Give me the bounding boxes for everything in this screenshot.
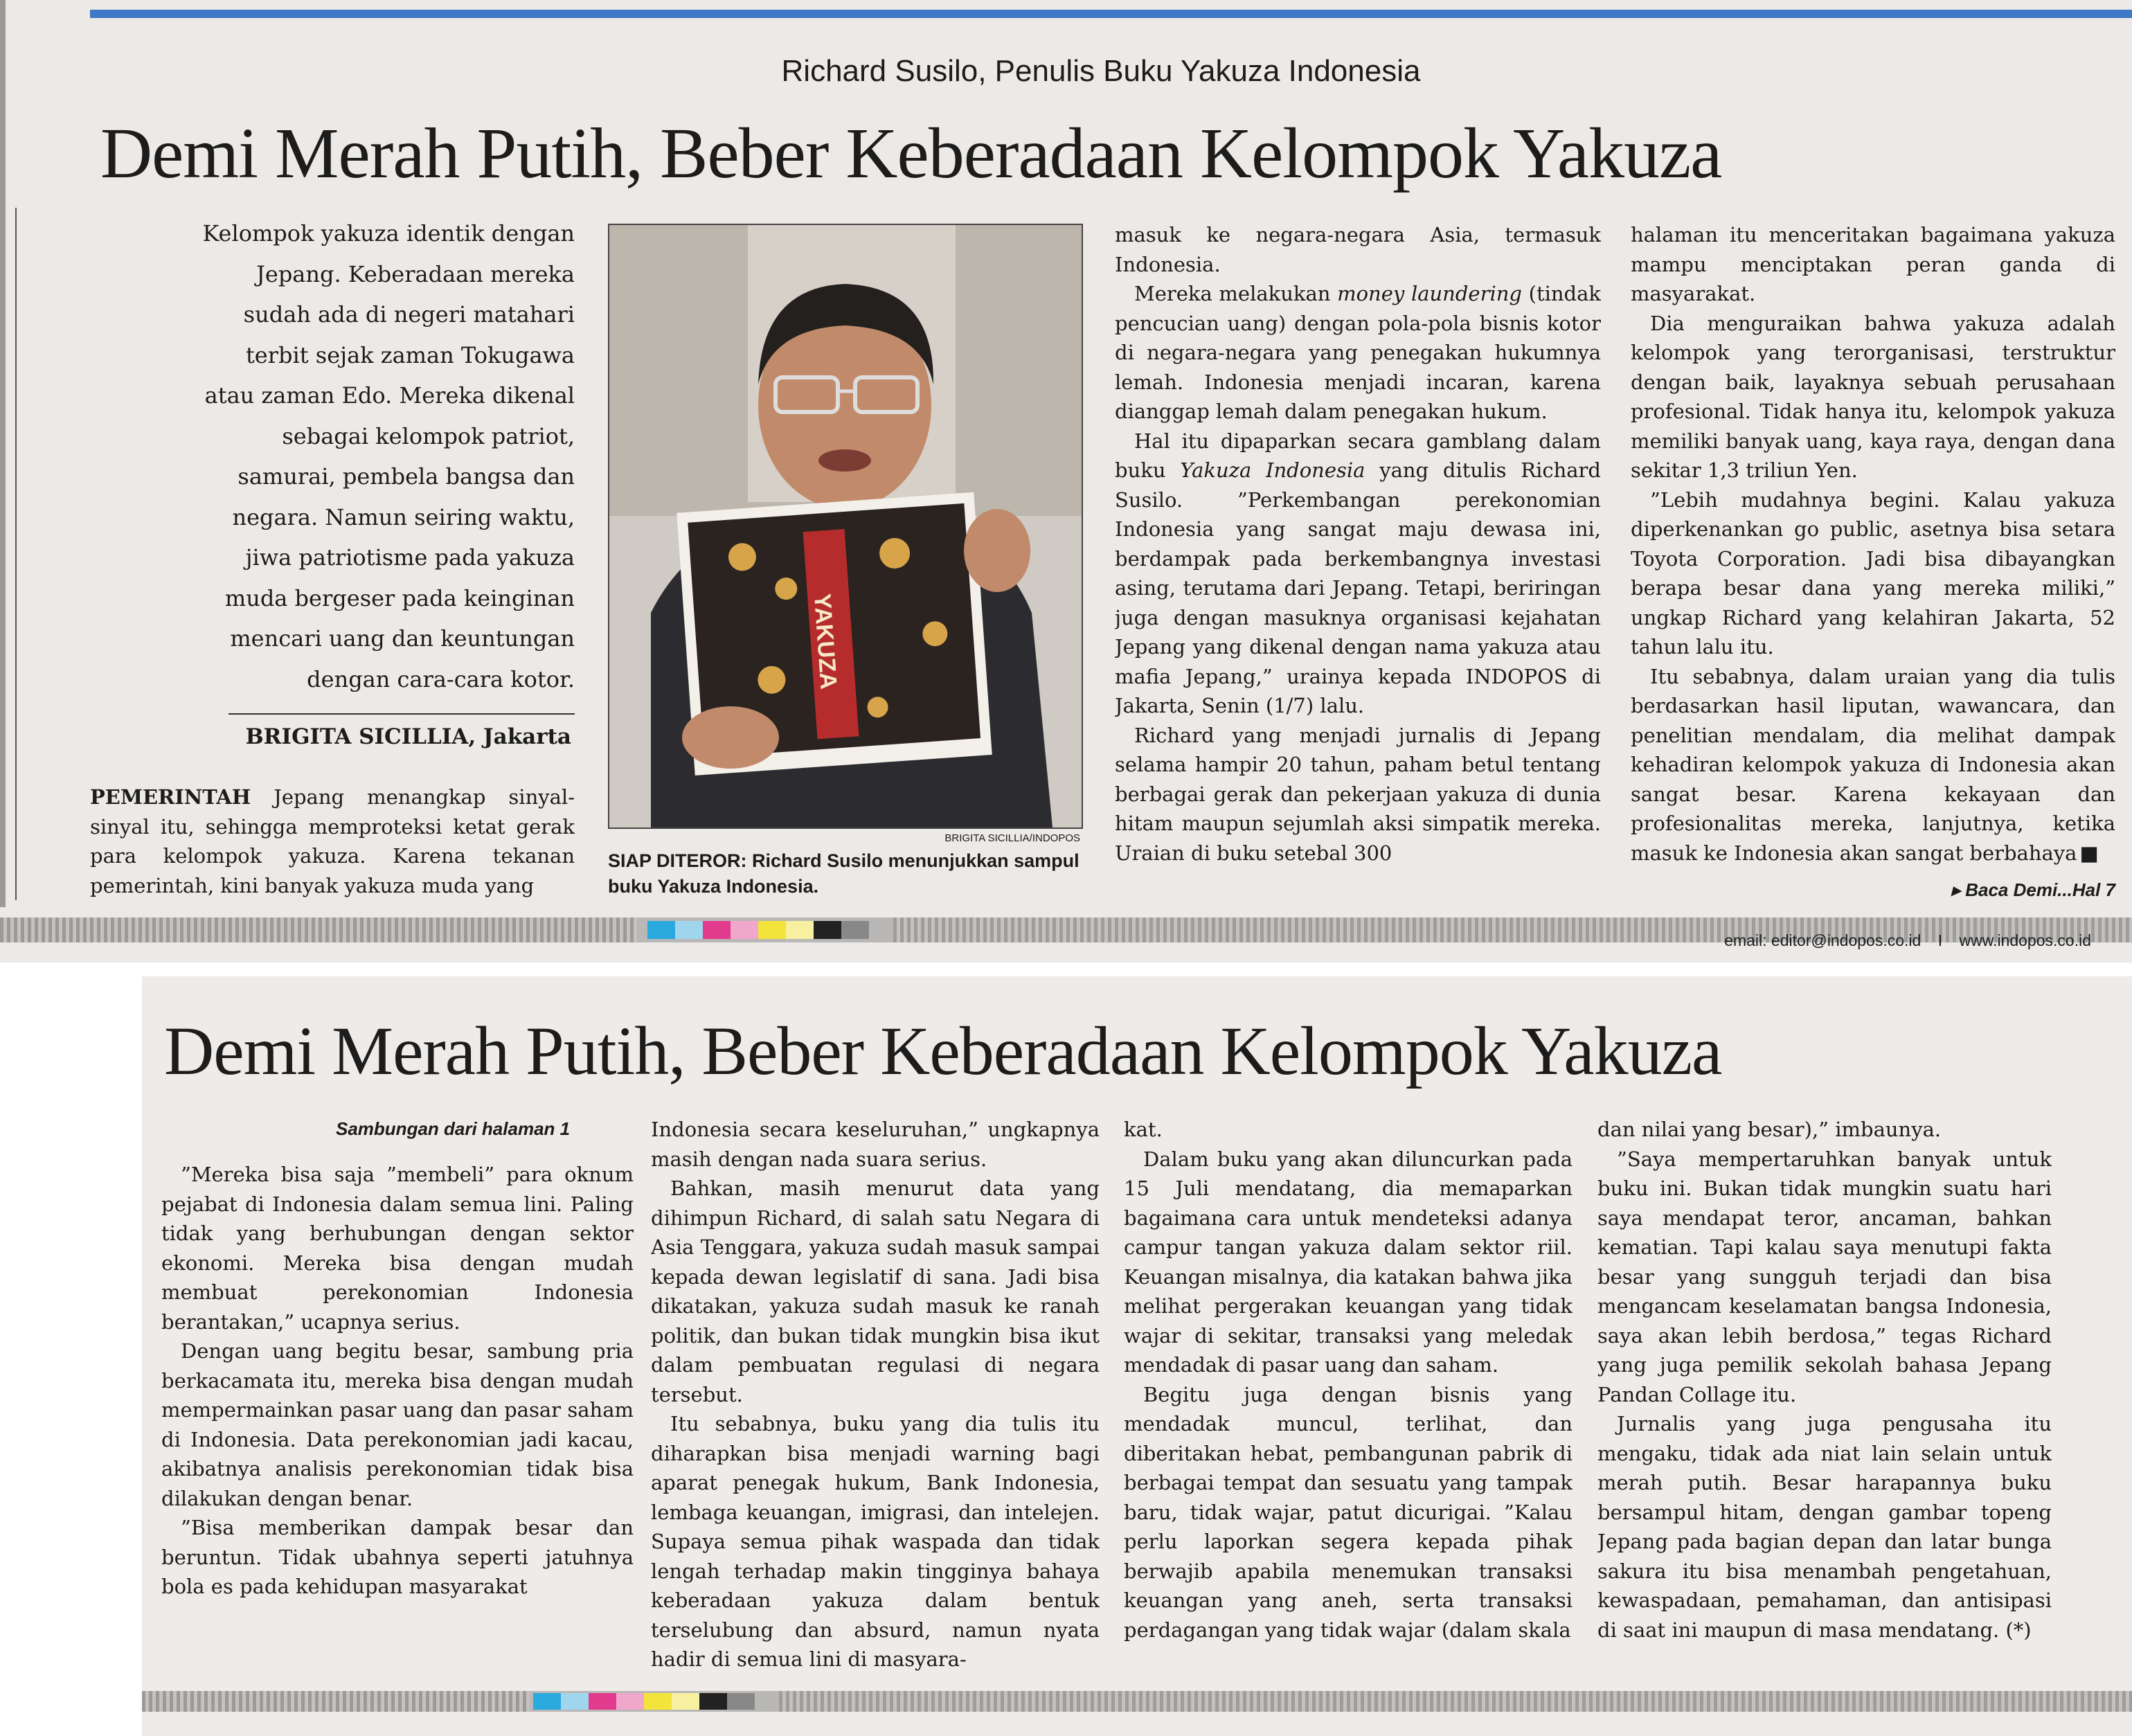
paragraph-text: Hal itu dipaparkan secara gamblang dalam buku [1115, 429, 1601, 482]
registration-swatch [561, 1693, 589, 1710]
registration-swatch [616, 1693, 644, 1710]
lead-line: samurai, pembela bangsa dan [238, 463, 575, 490]
continued-reference [1870, 879, 2115, 901]
kicker-subtitle: Richard Susilo, Penulis Buku Yakuza Indonesia [781, 54, 1421, 88]
registration-swatch [703, 921, 731, 939]
continuation-registration-marks [533, 1693, 762, 1710]
registration-marks [647, 921, 876, 939]
article-paragraph [1631, 220, 2115, 309]
continuation-band-dots [142, 1691, 530, 1712]
article-paragraph: Itu sebabnya, buku yang dia tulis itu diharapkan bisa menjadi warning bagi aparat penegak hukum, Bank Indonesia, lembaga keuangan, imigrasi, dan intelejen. Supaya semua pihak waspada dan tidak lengah terhadap makin tingginya bahaya keberadaan yakuza dalam bentuk terselubung dan absurd, namun nyata hadir di semua lini di masyara- [651, 1412, 1100, 1671]
lead-line: Jepang. Keberadaan mereka [256, 260, 575, 287]
registration-swatch [727, 1693, 755, 1710]
continuation-label: Sambungan dari halaman 1 [336, 1118, 571, 1139]
bottom-band-dots [0, 918, 637, 942]
paragraph-text: halaman itu menceritakan bagaimana yakuza mampu menciptakan peran ganda di masyarakat. [1631, 223, 2115, 305]
lead-paragraph [69, 213, 575, 699]
article-paragraph: ”Mereka bisa saja ”membeli” para oknum pejabat di Indonesia dalam semua lini. Paling tidak yang berhubungan dengan sektor ekonomi. Mereka bisa dengan mudah membuat perekonomian Indonesia berantakan,” ucapnya serius. [161, 1163, 634, 1334]
article-column-3 [1115, 220, 1601, 906]
registration-swatch [731, 921, 758, 939]
lead-line: muda bergeser pada keinginan [224, 584, 575, 611]
col1-paragraph [90, 782, 575, 900]
footer-separator: I [1937, 931, 1943, 949]
lead-line: mencari uang dan keuntungan [230, 625, 575, 652]
continuation-column-3 [1124, 1115, 1573, 1683]
italic-term: Yakuza Indonesia [1180, 458, 1365, 482]
lead-line: dengan cara-cara kotor. [307, 665, 575, 692]
clipping-continuation-page [142, 976, 2132, 1736]
run-in-word: PEMERINTAH [90, 785, 251, 809]
article-paragraph [1631, 662, 2115, 868]
continuation-column-4 [1597, 1115, 2052, 1683]
article-paragraph: Indonesia secara keseluruhan,” ungkapnya masih dengan nada suara serius. [651, 1118, 1100, 1171]
paragraph-text: ”Lebih mudahnya begini. Kalau yakuza diperkenankan go public, asetnya bisa setara Toyota Corporation. Jadi bisa dibayangkan berapa besar dana yang mereka miliki,” ungkap Richard yang kelahiran Jakarta, 52 tahun lalu itu. [1631, 487, 2115, 659]
continuation-headline: Demi Merah Putih, Beber Keberadaan Kelompok Yakuza [164, 1012, 1722, 1089]
article-paragraph [1115, 220, 1601, 279]
col1-text: Jepang menangkap sinyal-sinyal itu, sehingga memproteksi ketat gerak para kelompok yakuza. Karena tekanan pemerintah, kini banyak yakuza muda yang [90, 785, 575, 897]
article-column-4 [1631, 220, 2115, 878]
paragraph-text: Richard yang menjadi jurnalis di Jepang selama hampir 20 tahun, paham betul tentang berbagai gerak dan pekerjaan yakuza di dunia hitam maupun sejumlah aksi simpatik mereka. Uraian di buku setebal 300 [1115, 723, 1601, 865]
lead-line: Kelompok yakuza identik dengan [202, 220, 575, 247]
article-paragraph: Bahkan, masih menurut data yang dihimpun Richard, di salah satu Negara di Asia Tenggara, yakuza sudah masuk sampai kepada dewan legislatif di sana. Jadi bisa dikatakan, yakuza sudah masuk ke ranah politik, dan bukan tidak mungkin bisa ikut dalam pembuatan regulasi di negara tersebut. [651, 1176, 1100, 1406]
left-page-edge [0, 0, 6, 907]
lead-line: sudah ada di negeri matahari [243, 301, 575, 328]
registration-swatch [814, 921, 841, 939]
registration-swatch [786, 921, 814, 939]
italic-term: money laundering [1337, 282, 1522, 305]
article-paragraph: ”Bisa memberikan dampak besar dan beruntun. Tidak ubahnya seperti jatuhnya bola es pada kehidupan masyarakat [161, 1516, 634, 1598]
column-rule-left [15, 208, 17, 900]
lead-line: terbit sejak zaman Tokugawa [245, 341, 575, 368]
photo-credit: BRIGITA SICILLIA/INDOPOS [944, 832, 1080, 844]
article-paragraph: kat. [1124, 1118, 1163, 1141]
lead-line: atau zaman Edo. Mereka dikenal [204, 382, 575, 409]
article-paragraph: Begitu juga dengan bisnis yang mendadak muncul, terlihat, dan diberitakan hebat, pembangunan pabrik di berbagai tempat dan sesuatu yang tampak baru, tidak wajar, patut dicurigai. ”Kalau perlu laporkan segera kepada pihak berwajib apabila menemukan transaksi keuangan yang aneh, serta transaksi perdagangan yang tidak wajar (dalam skala [1124, 1382, 1573, 1642]
registration-swatch [533, 1693, 561, 1710]
footer-website[interactable]: www.indopos.co.id [1959, 931, 2091, 949]
caption-text: Richard Susilo menunjukkan sampul buku Yakuza Indonesia. [608, 850, 1080, 897]
article-column-1 [90, 782, 575, 907]
article-paragraph: Dalam buku yang akan diluncurkan pada 15 Juli mendatang, dia memaparkan bagaimana cara untuk mendeteksi adanya campur tangan yakuza dalam sektor riil. Keuangan misalnya, dia katakan bahwa jika melihat pergerakan keuangan yang tidak wajar di sekitar, transaksi yang meledak mendadak di pasar uang dan saham. [1124, 1147, 1573, 1377]
continued-link[interactable]: ▸ Baca Demi...Hal 7 [1951, 879, 2115, 900]
page-headline: Demi Merah Putih, Beber Keberadaan Kelompok Yakuza [100, 114, 1722, 193]
registration-swatch [758, 921, 786, 939]
photo-caption [608, 848, 1086, 900]
end-mark-icon: ■ [2079, 841, 2099, 865]
paragraph-text: Dia menguraikan bahwa yakuza adalah kelompok yang terorganisasi, terstruktur dengan baik, layaknya sebuah perusahaan profesional. Tidak hanya itu, kelompok yakuza memiliki banyak uang, kaya raya, dengan dana sekitar 1,3 triliun Yen. [1631, 311, 2115, 482]
byline-rule [229, 713, 575, 715]
top-accent-bar [90, 10, 2132, 18]
article-paragraph [1115, 721, 1601, 868]
continuation-column-1 [161, 1160, 634, 1686]
lead-line: negara. Namun seiring waktu, [232, 503, 575, 530]
article-paragraph [1631, 309, 2115, 485]
registration-swatch [647, 921, 675, 939]
paragraph-text: yang ditulis Richard Susilo. ”Perkembangan perekonomian Indonesia yang sangat maju dewasa ini, berdampak pada berkembangnya investasi asing, terutama dari Jepang. Tetapi, beriringan juga dengan masuknya organisasi kejahatan Jepang yang dikenal dengan nama yakuza atau mafia Jepang,” urainya kepada INDOPOS di Jakarta, Senin (1/7) lalu. [1115, 458, 1601, 717]
article-paragraph [1115, 427, 1601, 721]
paragraph-text: Mereka melakukan [1134, 282, 1338, 305]
article-paragraph [1115, 279, 1601, 427]
paragraph-text: Itu sebabnya, dalam uraian yang dia tulis berdasarkan hasil liputan, wawancara, dan penelitian mendalam, dia melihat dampak kehadiran kelompok yakuza di Indonesia akan sangat besar. Karena kekayaan dan profesionalitas mereka, lanjutnya, ketika masuk ke Indonesia akan sangat berbahaya [1631, 664, 2115, 865]
registration-swatch [644, 1693, 672, 1710]
article-paragraph: Jurnalis yang juga pengusaha itu mengaku, tidak ada niat lain selain untuk merah putih. Besar harapannya buku bersampul hitam, dengan gambar topeng Jepang pada bagian depan dan latar bunga sakura itu bisa menambah pengetahuan, kewaspadaan, pemahaman, dan antisipasi di saat ini maupun di masa mendatang. (*) [1597, 1412, 2052, 1642]
footer-contact [1641, 931, 2091, 950]
book-cover-title: YAKUZA [808, 592, 842, 690]
caption-label: SIAP DITEROR: [608, 850, 747, 871]
continuation-column-2 [651, 1115, 1100, 1683]
footer-email[interactable]: email: editor@indopos.co.id [1724, 931, 1922, 949]
registration-swatch [699, 1693, 727, 1710]
registration-swatch [675, 921, 703, 939]
registration-swatch [589, 1693, 616, 1710]
lead-line: jiwa patriotisme pada yakuza [245, 544, 575, 571]
byline: BRIGITA SICILLIA, Jakarta [245, 724, 571, 749]
paragraph-text: masuk ke negara-negara Asia, termasuk Indonesia. [1115, 223, 1601, 276]
article-paragraph: ”Saya mempertaruhkan banyak untuk buku ini. Bukan tidak mungkin suatu hari saya mendapat teror, ancaman, bahkan kematian. Tapi kalau saya menutupi fakta besar yang sungguh terjadi dan bisa mengancam keselamatan bangsa Indonesia, saya akan lebih berdosa,” tegas Richard yang juga pemilik sekolah bahasa Jepang Pandan Collage itu. [1597, 1147, 2052, 1406]
article-paragraph: dan nilai yang besar),” imbaunya. [1597, 1118, 1942, 1141]
registration-swatch [841, 921, 869, 939]
photo-illustration [609, 225, 1082, 827]
registration-swatch [672, 1693, 699, 1710]
article-paragraph: Dengan uang begitu besar, sambung pria berkacamata itu, mereka bisa dengan mudah mempermainkan pasar uang dan pasar saham di Indonesia. Data perekonomian jadi kacau, akibatnya analisis perekonomian tidak bisa dilakukan dengan benar. [161, 1339, 634, 1510]
lead-line: sebagai kelompok patriot, [282, 422, 575, 449]
continuation-band-dots [779, 1691, 2132, 1712]
article-photo [608, 224, 1083, 829]
paragraph-text: (tindak pencucian uang) dengan pola-pola bisnis kotor di negara-negara yang penegakan hukumnya lemah. Indonesia menjadi incaran, karena dianggap lemah dalam penegakan hukum. [1115, 282, 1601, 423]
article-paragraph [1631, 485, 2115, 662]
